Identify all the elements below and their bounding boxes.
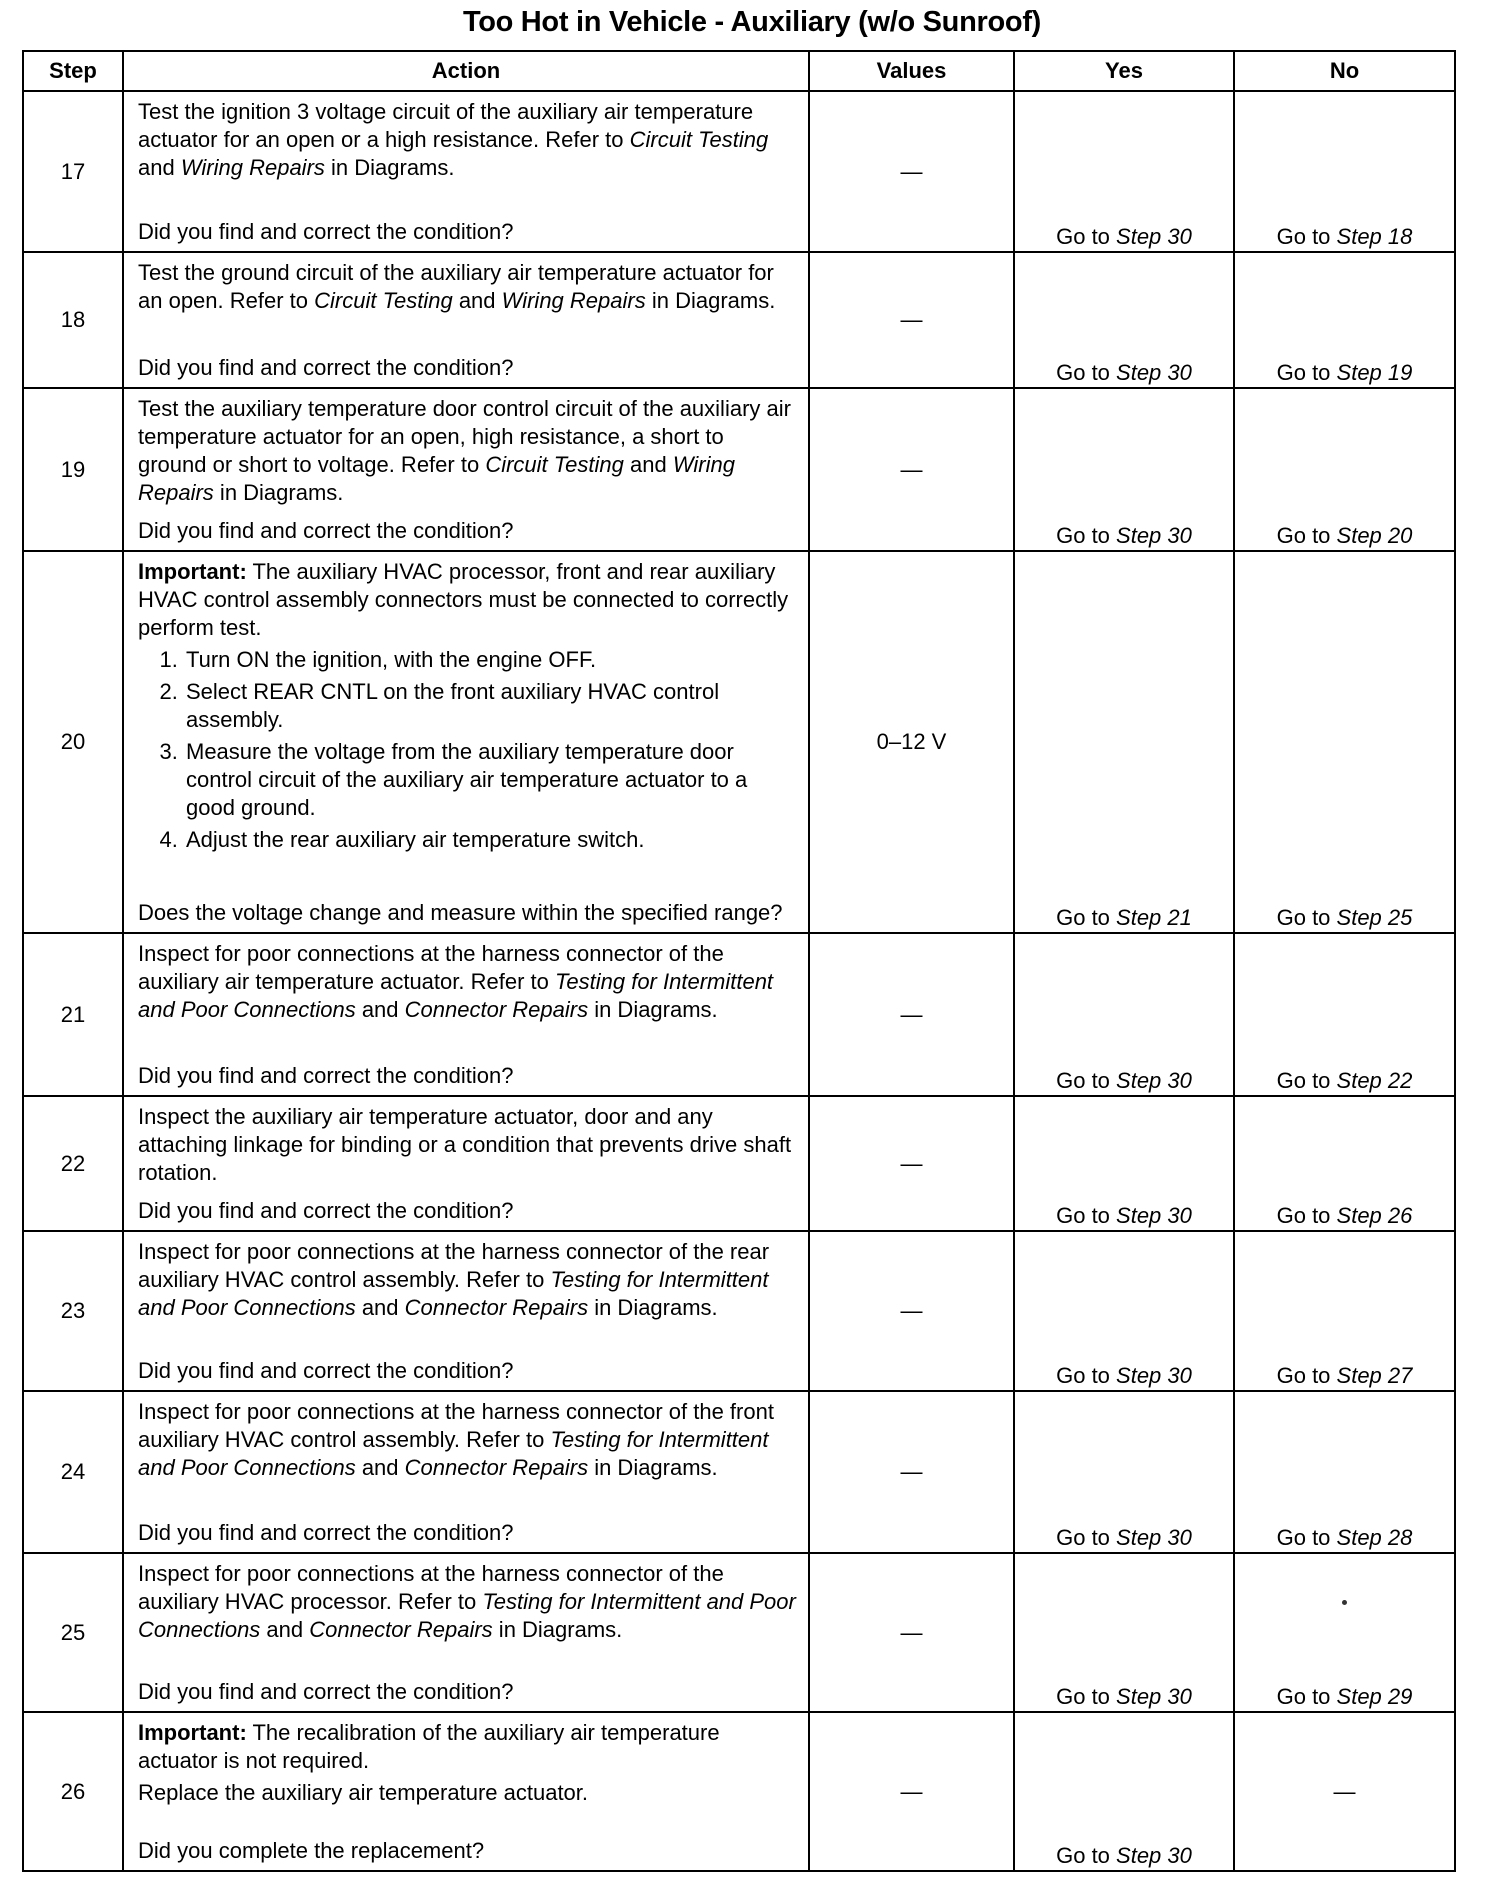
action-question: Did you find and correct the condition? xyxy=(138,1198,514,1223)
goto-target: Step 30 xyxy=(1116,1684,1192,1709)
action-question: Did you find and correct the condition? xyxy=(138,355,514,380)
action-content xyxy=(124,934,808,1094)
action-content xyxy=(124,1392,808,1551)
reference-link[interactable]: Connector Repairs xyxy=(404,1455,589,1480)
no-action-link[interactable] xyxy=(1277,1203,1413,1228)
action-cell xyxy=(123,551,809,933)
yes-action-link[interactable] xyxy=(1056,1525,1192,1550)
table-row xyxy=(23,91,1455,252)
values-cell: — xyxy=(809,1391,1014,1553)
step-number: 25 xyxy=(23,1553,123,1712)
action-question: Does the voltage change and measure within the specified range? xyxy=(138,900,783,925)
action-question: Did you find and correct the condition? xyxy=(138,518,514,543)
no-action-link[interactable] xyxy=(1277,1068,1413,1093)
values-cell: — xyxy=(809,1231,1014,1391)
values-cell: 0–12 V xyxy=(809,551,1014,933)
table-row xyxy=(23,1553,1455,1712)
reference-link[interactable]: Wiring Repairs xyxy=(180,155,325,180)
action-instruction: Replace the auxiliary air temperature actuator. xyxy=(138,1780,589,1805)
action-content xyxy=(124,253,808,386)
procedure-list xyxy=(138,646,798,854)
goto-target: Step 19 xyxy=(1336,360,1413,385)
goto-prefix: Go to xyxy=(1056,1684,1117,1709)
action-body xyxy=(138,940,798,1028)
reference-link[interactable]: Circuit Testing xyxy=(629,127,769,152)
no-action-link[interactable] xyxy=(1277,905,1413,930)
no-action-link[interactable] xyxy=(1277,1525,1413,1550)
no-cell xyxy=(1234,1553,1455,1712)
action-text xyxy=(138,1398,798,1482)
text-segment: Test the ground circuit of the auxiliary air temperature actuator for an open. Refer to xyxy=(138,260,774,313)
yes-cell xyxy=(1014,933,1234,1096)
table-row xyxy=(23,1231,1455,1391)
action-body xyxy=(138,1238,798,1326)
goto-prefix: Go to xyxy=(1056,360,1117,385)
reference-link[interactable]: Connector Repairs xyxy=(309,1617,493,1642)
goto-prefix: Go to xyxy=(1276,905,1337,930)
table-row xyxy=(23,933,1455,1096)
procedure-step: 1. Turn ON the ignition, with the engine OFF. xyxy=(184,646,798,674)
no-cell xyxy=(1234,1391,1455,1553)
goto-target: Step 30 xyxy=(1116,224,1192,249)
goto-prefix: Go to xyxy=(1056,905,1117,930)
action-question: Did you find and correct the condition? xyxy=(138,1520,514,1545)
reference-link[interactable]: Connector Repairs xyxy=(404,997,589,1022)
values-cell: — xyxy=(809,1712,1014,1871)
goto-prefix: Go to xyxy=(1056,224,1117,249)
values-cell: — xyxy=(809,252,1014,388)
action-cell xyxy=(123,1712,809,1871)
yes-cell xyxy=(1014,252,1234,388)
no-cell xyxy=(1234,933,1455,1096)
yes-cell xyxy=(1014,1231,1234,1391)
table-row xyxy=(23,388,1455,551)
header-row xyxy=(23,51,1455,91)
action-text xyxy=(138,1238,798,1322)
header-values: Values xyxy=(809,51,1014,91)
action-body xyxy=(138,1560,798,1648)
values-cell: — xyxy=(809,91,1014,252)
step-number: 21 xyxy=(23,933,123,1096)
header-action: Action xyxy=(123,51,809,91)
action-content xyxy=(124,1554,808,1710)
goto-prefix: Go to xyxy=(1276,1363,1337,1388)
no-action-link[interactable] xyxy=(1277,1363,1413,1388)
action-content xyxy=(124,389,808,549)
action-cell xyxy=(123,1231,809,1391)
goto-prefix: Go to xyxy=(1276,360,1337,385)
action-body xyxy=(138,1719,798,1811)
action-text xyxy=(138,940,798,1024)
text-segment: and xyxy=(355,997,405,1022)
step-number: 22 xyxy=(23,1096,123,1231)
action-body xyxy=(138,395,798,511)
action-cell xyxy=(123,91,809,252)
step-number: 20 xyxy=(23,551,123,933)
no-cell xyxy=(1234,388,1455,551)
speck-mark xyxy=(1342,1600,1347,1605)
text-segment: and xyxy=(355,1295,405,1320)
text-segment: in Diagrams. xyxy=(588,997,718,1022)
action-content xyxy=(124,552,808,931)
goto-target: Step 30 xyxy=(1116,360,1192,385)
no-cell xyxy=(1234,252,1455,388)
action-content xyxy=(124,1713,808,1869)
action-question: Did you find and correct the condition? xyxy=(138,1679,514,1704)
goto-prefix: Go to xyxy=(1276,523,1337,548)
action-question: Did you find and correct the condition? xyxy=(138,219,514,244)
goto-target: Step 30 xyxy=(1116,1068,1192,1093)
goto-prefix: Go to xyxy=(1056,523,1117,548)
yes-action-link[interactable] xyxy=(1056,1203,1192,1228)
action-question: Did you complete the replacement? xyxy=(138,1838,485,1863)
no-action-link[interactable] xyxy=(1277,224,1413,249)
table-row xyxy=(23,1391,1455,1553)
action-cell xyxy=(123,1391,809,1553)
text-segment: Inspect the auxiliary air temperature actuator, door and any attaching linkage for binding or a condition that prevents drive shaft rotation. xyxy=(138,1104,792,1185)
goto-prefix: Go to xyxy=(1056,1363,1117,1388)
reference-link[interactable]: Wiring Repairs xyxy=(501,288,646,313)
text-segment: Inspect for poor connections at the harness connector of the front auxiliary HVAC control assembly. Refer to xyxy=(138,1399,774,1452)
text-segment: and xyxy=(452,288,502,313)
goto-target: Step 20 xyxy=(1336,523,1413,548)
diagnostic-table xyxy=(22,50,1456,1872)
reference-link[interactable]: Testing for Intermittent and Poor Connections xyxy=(138,1589,796,1642)
action-content xyxy=(124,1232,808,1389)
reference-link[interactable]: Testing for Intermittent and Poor Connections xyxy=(138,1427,769,1480)
header-step: Step xyxy=(23,51,123,91)
text-segment: in Diagrams. xyxy=(492,1617,623,1642)
no-cell xyxy=(1234,551,1455,933)
goto-target: Step 26 xyxy=(1336,1203,1413,1228)
text-segment: in Diagrams. xyxy=(645,288,776,313)
table-row xyxy=(23,1712,1455,1871)
values-cell: — xyxy=(809,388,1014,551)
yes-action-link[interactable] xyxy=(1056,905,1192,930)
action-cell xyxy=(123,1553,809,1712)
yes-cell xyxy=(1014,551,1234,933)
goto-prefix: Go to xyxy=(1276,224,1337,249)
reference-link[interactable]: Wiring Repairs xyxy=(138,452,735,505)
step-number: 23 xyxy=(23,1231,123,1391)
yes-action-link[interactable] xyxy=(1056,1684,1192,1709)
yes-action-link[interactable] xyxy=(1056,360,1192,385)
no-action-link[interactable] xyxy=(1277,360,1413,385)
text-segment: The auxiliary HVAC processor, front and rear auxiliary HVAC control assembly connectors must be connected to correctly perform test. xyxy=(138,559,789,640)
reference-link[interactable]: Connector Repairs xyxy=(404,1295,589,1320)
action-text xyxy=(138,259,798,315)
text-segment: and xyxy=(623,452,673,477)
yes-cell xyxy=(1014,1712,1234,1871)
step-number: 19 xyxy=(23,388,123,551)
action-question: Did you find and correct the condition? xyxy=(138,1358,514,1383)
action-text xyxy=(138,98,798,182)
text-segment: in Diagrams. xyxy=(588,1455,718,1480)
text-segment: in Diagrams. xyxy=(324,155,455,180)
yes-cell xyxy=(1014,1096,1234,1231)
values-cell: — xyxy=(809,933,1014,1096)
step-number: 24 xyxy=(23,1391,123,1553)
table-row xyxy=(23,252,1455,388)
goto-target: Step 21 xyxy=(1116,905,1192,930)
text-segment: Inspect for poor connections at the harness connector of the auxiliary air temperature actuator. Refer to xyxy=(138,941,724,994)
no-action-link[interactable] xyxy=(1277,1684,1413,1709)
table-row xyxy=(23,551,1455,933)
text-segment: Inspect for poor connections at the harness connector of the auxiliary HVAC processor. Refer to xyxy=(138,1561,724,1614)
text-segment: Test the ignition 3 voltage circuit of the auxiliary air temperature actuator for an open or a high resistance. Refer to xyxy=(138,99,754,152)
goto-target: Step 27 xyxy=(1336,1363,1413,1388)
scan-speck xyxy=(1235,1584,1454,1612)
procedure-step: 3. Measure the voltage from the auxiliary temperature door control circuit of the auxiliary air temperature actuator to a good ground. xyxy=(184,738,798,822)
action-cell xyxy=(123,1096,809,1231)
goto-prefix: Go to xyxy=(1056,1203,1117,1228)
goto-target: Step 30 xyxy=(1116,1203,1192,1228)
header-no: No xyxy=(1234,51,1455,91)
action-body xyxy=(138,259,798,319)
goto-target: Step 30 xyxy=(1116,1363,1192,1388)
goto-target: Step 30 xyxy=(1116,1525,1192,1550)
no-cell xyxy=(1234,91,1455,252)
text-segment: The recalibration of the auxiliary air temperature actuator is not required. xyxy=(138,1720,720,1773)
goto-prefix: Go to xyxy=(1276,1684,1337,1709)
reference-link[interactable]: Circuit Testing xyxy=(485,452,624,477)
table-body xyxy=(23,91,1455,1871)
action-cell xyxy=(123,252,809,388)
yes-action-link[interactable] xyxy=(1056,224,1192,249)
action-body xyxy=(138,98,798,186)
action-text xyxy=(138,558,798,642)
yes-cell xyxy=(1014,388,1234,551)
action-question: Did you find and correct the condition? xyxy=(138,1063,514,1088)
goto-target: Step 22 xyxy=(1336,1068,1413,1093)
yes-action-link[interactable] xyxy=(1056,1068,1192,1093)
procedure-step: 4. Adjust the rear auxiliary air temperature switch. xyxy=(184,826,798,854)
text-segment: in Diagrams. xyxy=(213,480,344,505)
goto-prefix: Go to xyxy=(1276,1525,1337,1550)
goto-prefix: Go to xyxy=(1276,1203,1337,1228)
action-content xyxy=(124,92,808,250)
step-number: 17 xyxy=(23,91,123,252)
yes-action-link[interactable] xyxy=(1056,1843,1192,1868)
table-row xyxy=(23,1096,1455,1231)
yes-cell xyxy=(1014,91,1234,252)
yes-cell xyxy=(1014,1553,1234,1712)
action-body xyxy=(138,1103,798,1191)
yes-action-link[interactable] xyxy=(1056,1363,1192,1388)
procedure-step: 2. Select REAR CNTL on the front auxiliary HVAC control assembly. xyxy=(184,678,798,734)
goto-target: Step 28 xyxy=(1336,1525,1413,1550)
yes-action-link[interactable] xyxy=(1056,523,1192,548)
important-label: Important: xyxy=(138,1720,247,1745)
goto-target: Step 29 xyxy=(1336,1684,1413,1709)
yes-cell xyxy=(1014,1391,1234,1553)
goto-prefix: Go to xyxy=(1276,1068,1337,1093)
page-title: Too Hot in Vehicle - Auxiliary (w/o Sunroof) xyxy=(462,6,1042,38)
no-cell: — xyxy=(1234,1712,1455,1871)
action-text xyxy=(138,395,798,507)
step-number: 26 xyxy=(23,1712,123,1871)
step-number: 18 xyxy=(23,252,123,388)
action-content xyxy=(124,1097,808,1229)
action-text xyxy=(138,1560,798,1644)
goto-prefix: Go to xyxy=(1056,1525,1117,1550)
important-label: Important: xyxy=(138,559,247,584)
goto-target: Step 18 xyxy=(1336,224,1413,249)
reference-link[interactable]: Testing for Intermittent and Poor Connections xyxy=(138,969,774,1022)
goto-target: Step 30 xyxy=(1116,1843,1192,1868)
no-action-link[interactable] xyxy=(1277,523,1413,548)
text-segment: Inspect for poor connections at the harness connector of the rear auxiliary HVAC control assembly. Refer to xyxy=(138,1239,770,1292)
reference-link[interactable]: Circuit Testing xyxy=(314,288,453,313)
goto-prefix: Go to xyxy=(1056,1068,1117,1093)
text-segment: and xyxy=(260,1617,310,1642)
action-body xyxy=(138,1398,798,1486)
text-segment: in Diagrams. xyxy=(588,1295,718,1320)
values-cell: — xyxy=(809,1096,1014,1231)
goto-target: Step 25 xyxy=(1336,905,1413,930)
text-segment: and xyxy=(138,155,181,180)
action-text xyxy=(138,1719,798,1775)
action-text xyxy=(138,1103,798,1187)
action-cell xyxy=(123,933,809,1096)
text-segment: Test the auxiliary temperature door control circuit of the auxiliary air temperature actuator for an open, high resistance, a short to ground or short to voltage. Refer to xyxy=(138,396,791,477)
header-yes: Yes xyxy=(1014,51,1234,91)
reference-link[interactable]: Testing for Intermittent and Poor Connections xyxy=(138,1267,769,1320)
action-body xyxy=(138,558,798,858)
goto-target: Step 30 xyxy=(1116,523,1192,548)
no-cell xyxy=(1234,1096,1455,1231)
text-segment: and xyxy=(355,1455,405,1480)
no-cell xyxy=(1234,1231,1455,1391)
goto-prefix: Go to xyxy=(1056,1843,1117,1868)
values-cell: — xyxy=(809,1553,1014,1712)
action-cell xyxy=(123,388,809,551)
